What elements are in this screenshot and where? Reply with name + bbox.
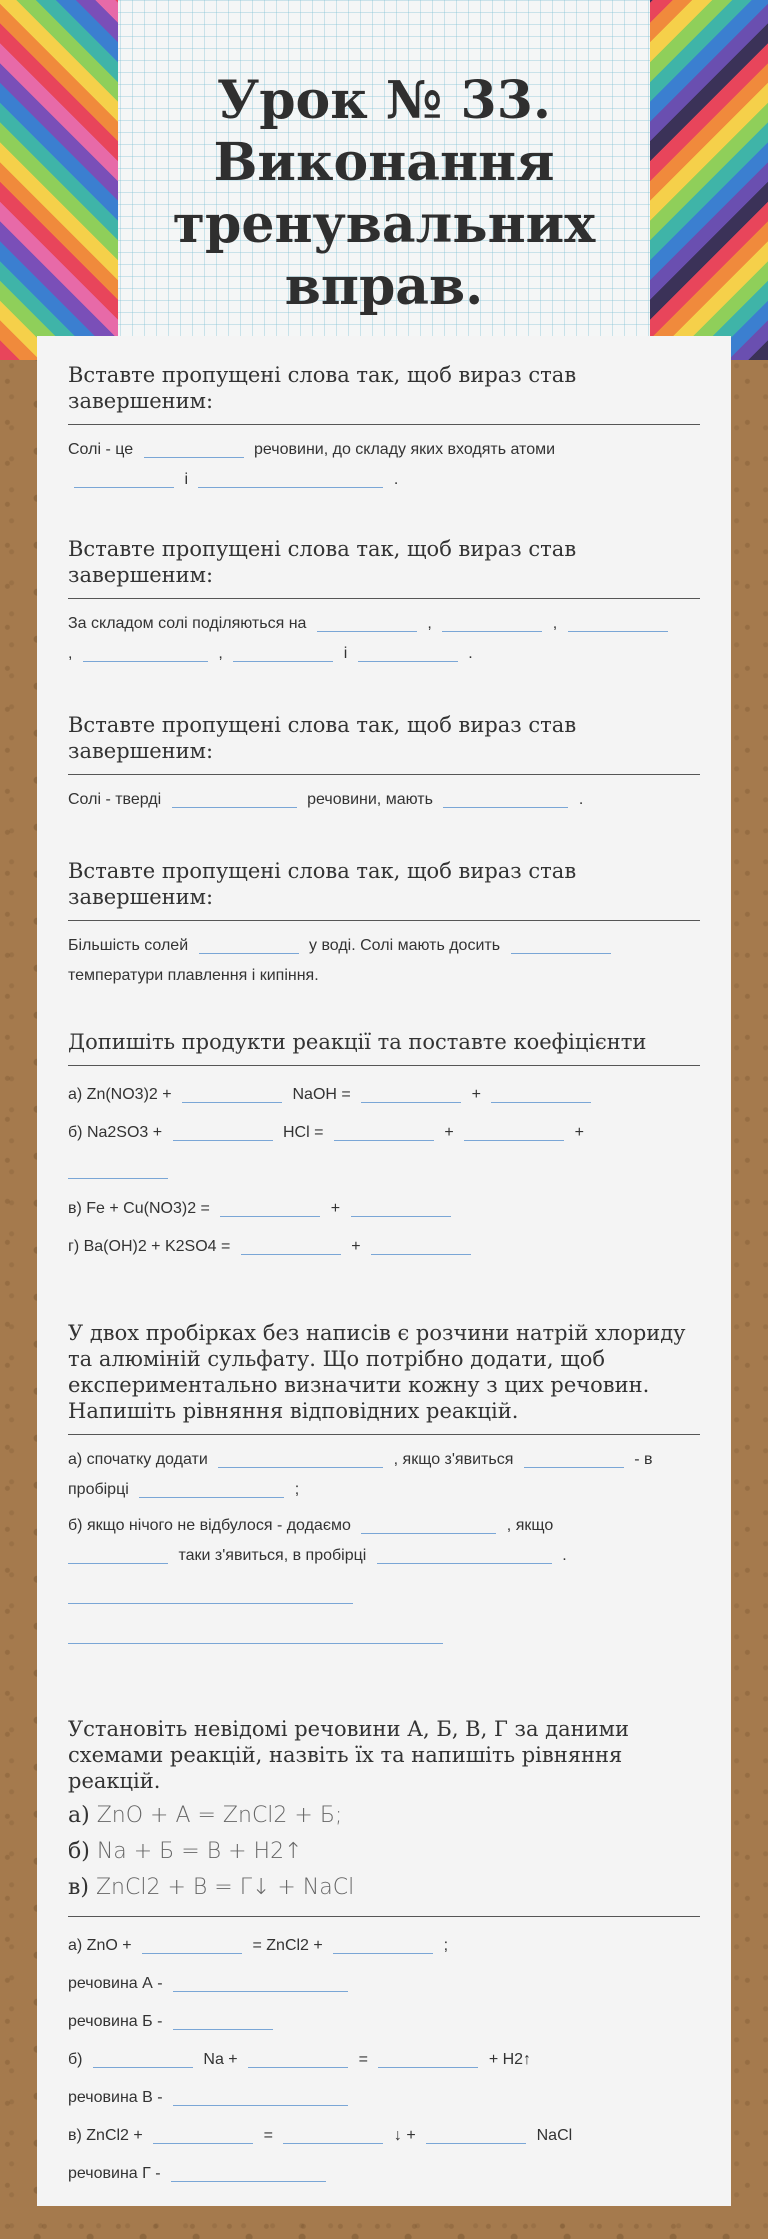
question-6 (68, 1320, 700, 1651)
blank-input[interactable] (426, 2124, 526, 2144)
text: б) якщо нічого не відбулося - додаємо (68, 1517, 351, 1534)
blank-input[interactable] (218, 1448, 383, 1468)
text: . (562, 1547, 567, 1564)
text: у воді. Солі мають досить (309, 937, 501, 954)
question-3 (68, 712, 700, 815)
text: речовини, мають (307, 791, 433, 808)
blank-input[interactable] (171, 2162, 326, 2182)
blank-input[interactable] (93, 2048, 193, 2068)
formula-text: ZnCl2 + В = Г↓ + NaCl (95, 1875, 355, 1900)
text: речовина А - (68, 1975, 163, 1992)
text: + (574, 1124, 584, 1141)
blank-input[interactable] (442, 612, 542, 632)
blank-input[interactable] (74, 468, 174, 488)
text: речовина Г - (68, 2165, 161, 2182)
text: , (552, 615, 558, 632)
question-1 (68, 362, 700, 495)
text: а) (68, 1803, 90, 1828)
blank-input[interactable] (317, 612, 417, 632)
blank-input[interactable] (377, 1544, 552, 1564)
question-2 (68, 536, 700, 669)
blank-input[interactable] (511, 934, 611, 954)
text: Солі - це (68, 441, 134, 458)
formula-text: ZnO + А = ZnCl2 + Б; (96, 1803, 343, 1828)
question-4 (68, 858, 700, 991)
chevron-pattern-left (0, 0, 118, 360)
title-line-1: Урок № 33. (217, 70, 551, 131)
question-title: Установіть невідомі речовини А, Б, В, Г за даними схемами реакцій, назвіть їх та напишіть рівняння реакцій. (68, 1717, 629, 1793)
question-title: Вставте пропущені слова так, щоб вираз став завершеним: (68, 858, 700, 921)
question-body (68, 1076, 700, 1266)
text: = (358, 2051, 368, 2068)
blank-input[interactable] (68, 1159, 168, 1179)
question-body (68, 435, 700, 495)
blank-input[interactable] (361, 1083, 461, 1103)
blank-input[interactable] (144, 438, 244, 458)
blank-input[interactable] (173, 1972, 348, 1992)
text: . (578, 791, 584, 808)
text: г) Ba(OH)2 + K2SO4 = (68, 1238, 231, 1255)
text: , (218, 645, 223, 662)
question-title-block (68, 1716, 700, 1917)
text: + H2↑ (488, 2051, 532, 2068)
blank-input[interactable] (241, 1235, 341, 1255)
header-banner (0, 0, 768, 360)
chevron-pattern-right (650, 0, 768, 360)
title-line-3: тренувальних вправ. (172, 194, 596, 317)
blank-input[interactable] (351, 1197, 451, 1217)
text: ; (294, 1481, 300, 1498)
blank-input[interactable] (68, 1584, 353, 1604)
text: і (184, 471, 189, 488)
text: б) (68, 1839, 90, 1864)
text: а) ZnO + (68, 1937, 132, 1954)
question-body (68, 1445, 700, 1651)
text: речовина В - (68, 2089, 163, 2106)
blank-input[interactable] (173, 2086, 348, 2106)
text: б) (68, 2051, 83, 2068)
blank-input[interactable] (464, 1121, 564, 1141)
text: HCl = (283, 1124, 324, 1141)
blank-input[interactable] (491, 1083, 591, 1103)
text: а) Zn(NO3)2 + (68, 1086, 172, 1103)
text: + (330, 1200, 341, 1217)
text: в) (68, 1875, 89, 1900)
text: і (343, 645, 348, 662)
text: а) спочатку додати (68, 1451, 208, 1468)
question-title: Вставте пропущені слова так, щоб вираз став завершеним: (68, 362, 700, 425)
page-title (118, 70, 650, 318)
text: . (468, 645, 473, 662)
text: пробірці (68, 1481, 129, 1498)
question-title: Вставте пропущені слова так, щоб вираз став завершеним: (68, 536, 700, 599)
blank-input[interactable] (142, 1934, 242, 1954)
question-body (68, 609, 700, 669)
blank-input[interactable] (378, 2048, 478, 2068)
formula-text: Na + Б = В + H2↑ (96, 1839, 303, 1864)
text: . (393, 471, 399, 488)
text: , якщо (506, 1517, 554, 1534)
text: + (471, 1086, 481, 1103)
text: речовина Б - (68, 2013, 163, 2030)
question-title: У двох пробірках без написів є розчини натрій хлориду та алюміній сульфату. Що потрібно додати, щоб експериментально визначити кожну з цих речовин. Напишіть рівняння відповідних реакцій. (68, 1320, 700, 1435)
blank-input[interactable] (233, 642, 333, 662)
text: ; (443, 1937, 449, 1954)
text: , (68, 645, 73, 662)
blank-input[interactable] (83, 642, 208, 662)
blank-input[interactable] (199, 934, 299, 954)
question-5 (68, 1029, 700, 1266)
text: , якщо з'явиться (393, 1451, 514, 1468)
blank-input[interactable] (334, 1121, 434, 1141)
text: Na + (203, 2051, 238, 2068)
scheme-b (68, 1834, 700, 1870)
blank-input[interactable] (371, 1235, 471, 1255)
question-body (68, 785, 700, 815)
blank-input[interactable] (139, 1478, 284, 1498)
text: температури плавлення і кипіння. (68, 967, 319, 984)
text: За складом солі поділяються на (68, 615, 307, 632)
text: в) ZnCl2 + (68, 2127, 143, 2144)
blank-input[interactable] (172, 788, 297, 808)
blank-input[interactable] (333, 1934, 433, 1954)
text: Більшість солей (68, 937, 189, 954)
text: = (263, 2127, 273, 2144)
text: = ZnCl2 + (252, 1937, 323, 1954)
blank-input[interactable] (173, 1121, 273, 1141)
question-title: Вставте пропущені слова так, щоб вираз став завершеним: (68, 712, 700, 775)
blank-input[interactable] (283, 2124, 383, 2144)
text: NaCl (536, 2127, 573, 2144)
text: + (351, 1238, 361, 1255)
blank-input[interactable] (248, 2048, 348, 2068)
blank-input[interactable] (68, 1544, 168, 1564)
text: в) Fe + Cu(NO3)2 = (68, 1200, 210, 1217)
question-7 (68, 1716, 700, 2193)
text: + (444, 1124, 454, 1141)
text: , (427, 615, 432, 632)
question-title: Допишіть продукти реакції та поставте коефіцієнти (68, 1029, 700, 1066)
blank-input[interactable] (153, 2124, 253, 2144)
text: таки з'явиться, в пробірці (178, 1547, 367, 1564)
text: - в (634, 1451, 653, 1468)
text: речовини, до складу яких входять атоми (254, 441, 556, 458)
blank-input[interactable] (198, 468, 383, 488)
worksheet-card (37, 336, 731, 2206)
blank-input[interactable] (182, 1083, 282, 1103)
blank-input[interactable] (361, 1514, 496, 1534)
question-body (68, 1927, 700, 2193)
text: Солі - тверді (68, 791, 162, 808)
text: NaOH = (292, 1086, 351, 1103)
scheme-a (68, 1798, 700, 1834)
text: б) Na2SO3 + (68, 1124, 163, 1141)
blank-input[interactable] (524, 1448, 624, 1468)
blank-input[interactable] (443, 788, 568, 808)
scheme-c (68, 1870, 700, 1906)
blank-input[interactable] (173, 2010, 273, 2030)
blank-input[interactable] (220, 1197, 320, 1217)
blank-input[interactable] (568, 612, 668, 632)
title-line-2: Виконання (213, 132, 555, 193)
text: ↓ + (393, 2127, 416, 2144)
blank-input[interactable] (358, 642, 458, 662)
question-body (68, 931, 700, 991)
blank-input[interactable] (68, 1624, 443, 1644)
